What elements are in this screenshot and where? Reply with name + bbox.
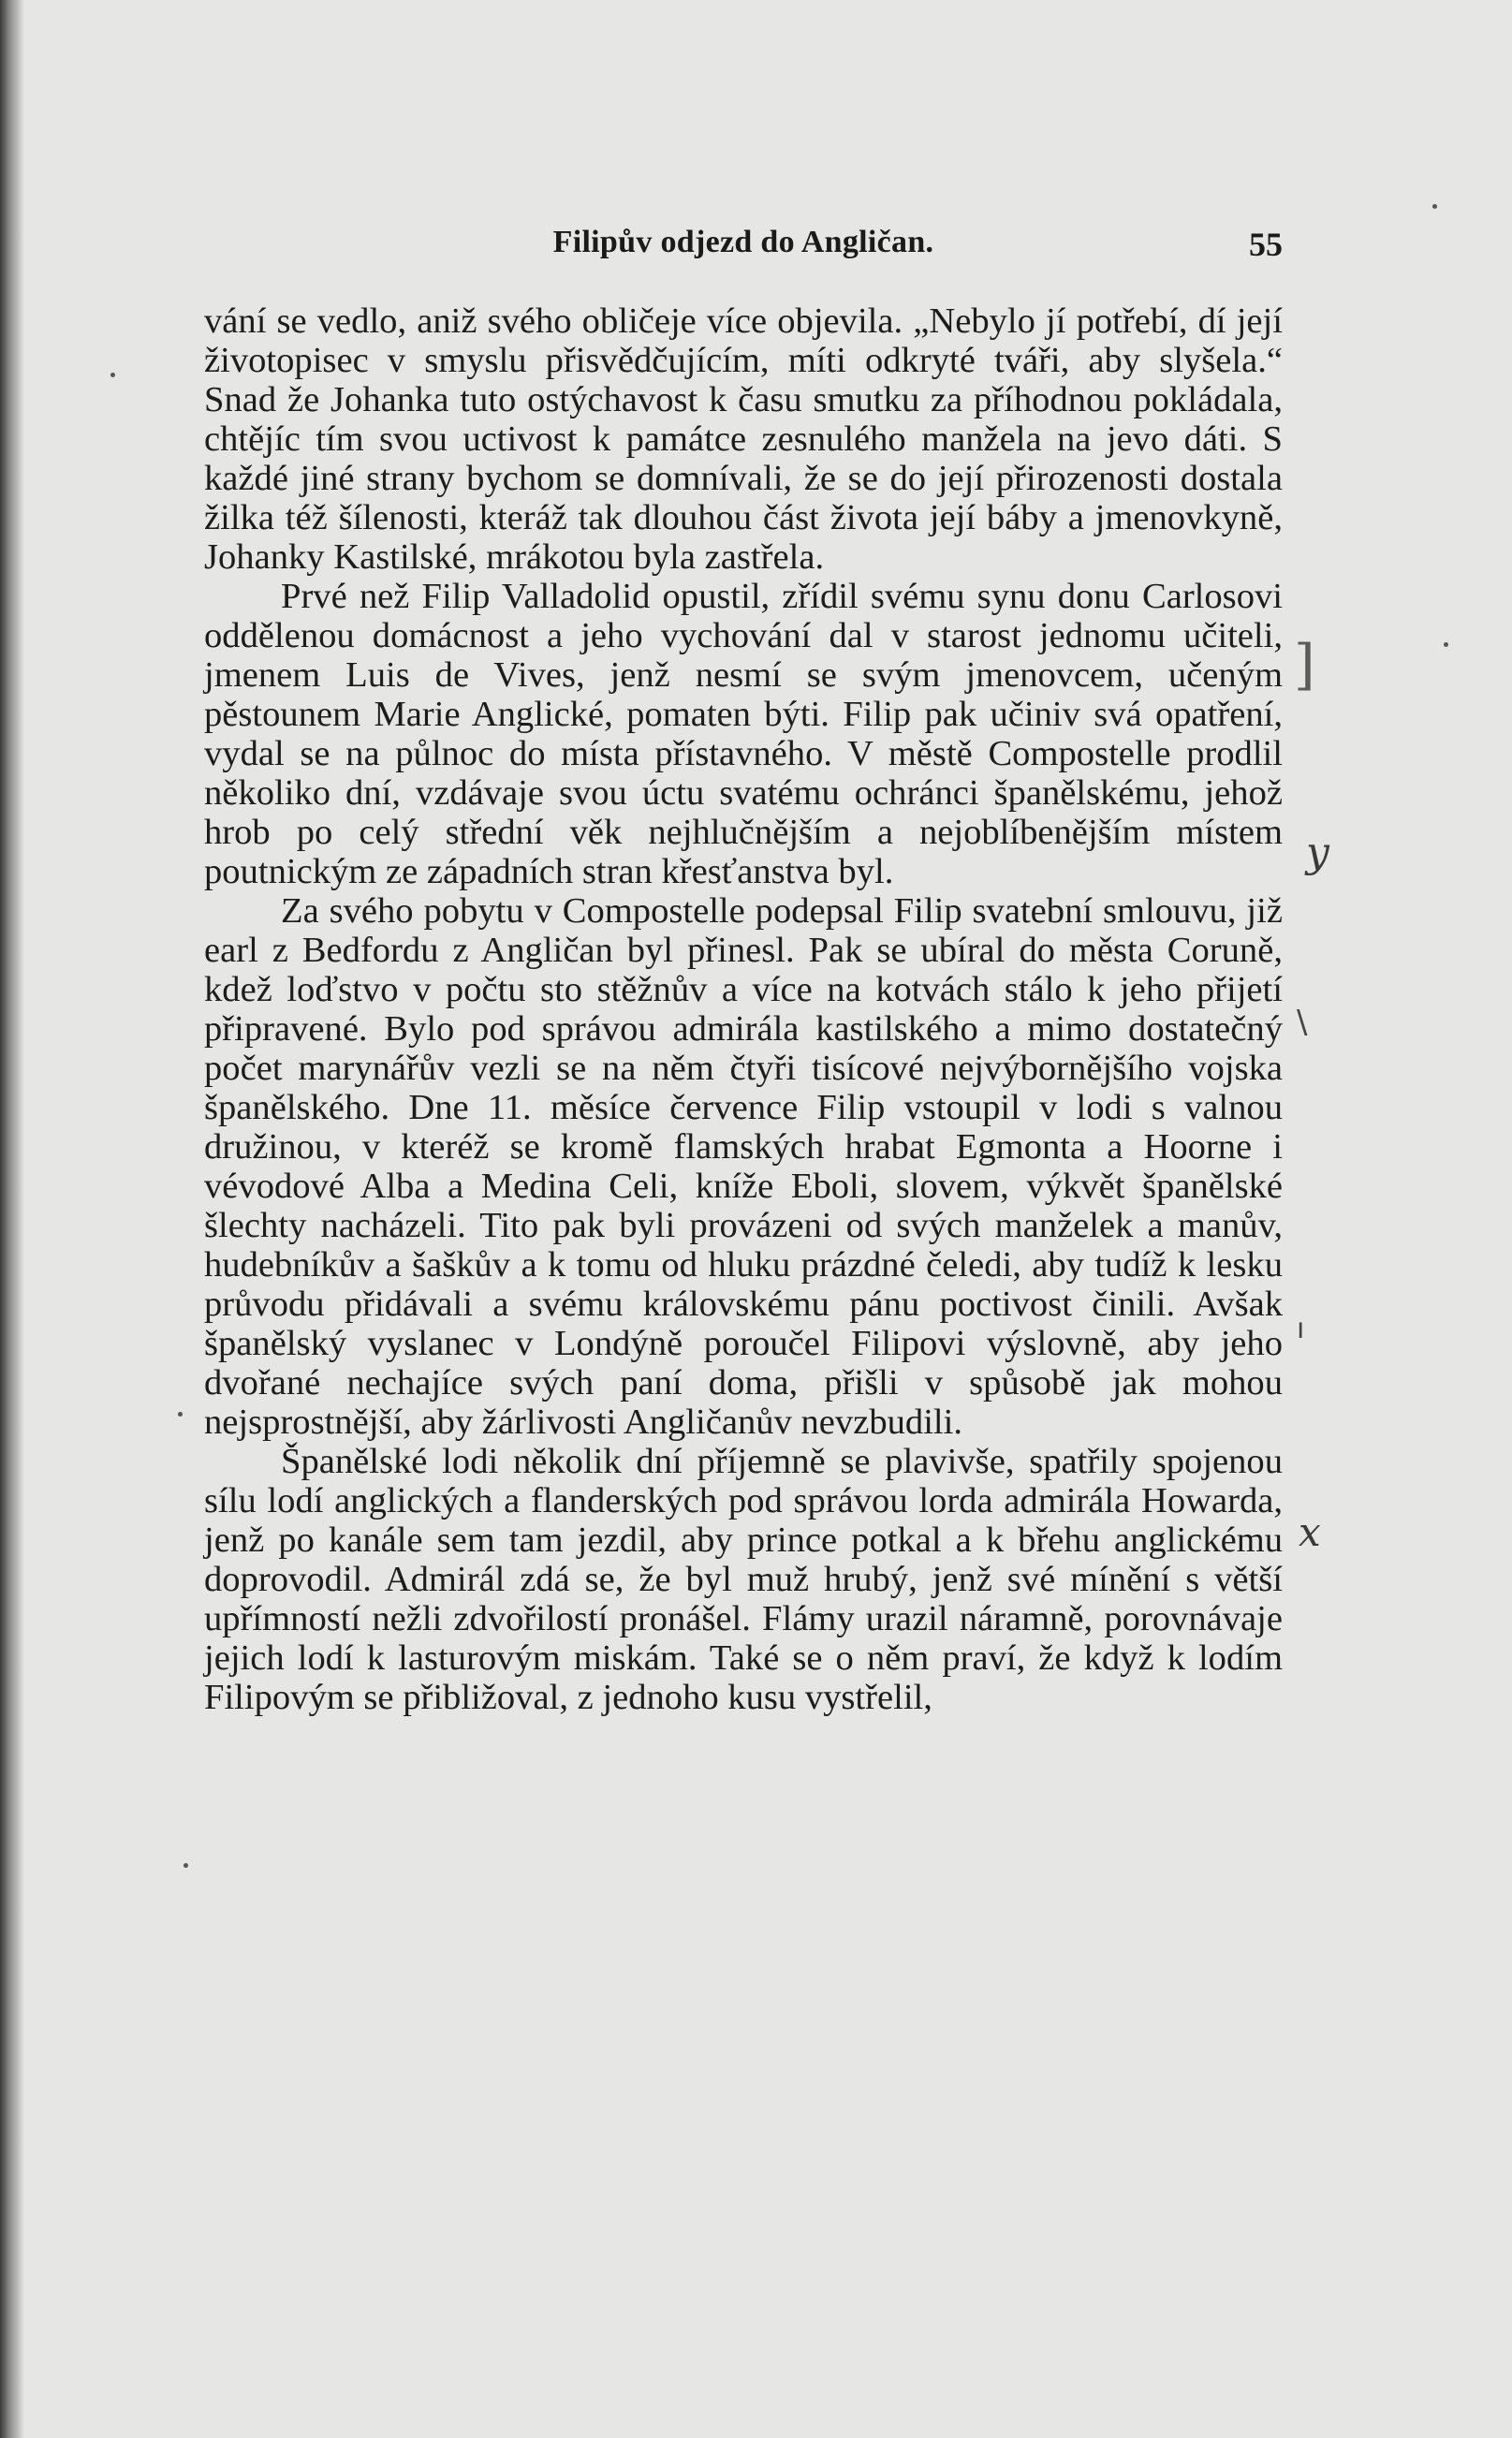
speck: [110, 373, 115, 377]
body-text: [204, 301, 1283, 1717]
margin-tick-mark-2: ı: [1297, 1313, 1305, 1345]
paragraph: Španělské lodi několik dní příjemně se plavivše, spatřily spojenou sílu lodí anglických a flanderských pod správou lorda admirála Howarda, jenž po kanále sem tam jezdil, aby prince potkal a k břehu anglickému doprovodil. Admirál zdá se, že byl muž hrubý, jenž své mínění s větší upřímností nežli zdvořilostí pronášel. Flámy urazil náramně, porovnávaje jejich lodí k lasturovým miskám. Také se o něm praví, že když k lodím Filipovým se přibližoval, z jednoho kusu vystřelil,: [204, 1442, 1283, 1717]
paragraph: Prvé než Filip Valladolid opustil, zřídil svému synu donu Carlosovi oddělenou domácnost a jeho vychování dal v starost jednomu učiteli, jmenem Luis de Vives, jenž nesmí se svým jmenovcem, učeným pěstounem Marie Anglické, pomaten býti. Filip pak učiniv svá opatření, vydal se na půlnoc do místa přístavného. V městě Compostelle prodlil několiko dní, vzdávaje svou úctu svatému ochránci španělskému, jehož hrob po celý střední věk nejhlučnějším a nejoblíbenějším místem poutnickým ze západních stran křesťanstva byl.: [204, 577, 1283, 891]
paragraph: Za svého pobytu v Compostelle podepsal Filip svatební smlouvu, již earl z Bedfordu z Angličan byl přinesl. Pak se ubíral do města Coruně, kdež loďstvo v počtu sto stěžnův a více na kotvách stálo k jeho přijetí připravené. Bylo pod správou admirála kastilského a mimo dostatečný počet marynářův vezli se na něm čtyři tisícové nejvýbornějšího vojska španělského. Dne 11. měsíce července Filip vstoupil v lodi s valnou družinou, v kteréž se kromě flamských hrabat Egmonta a Hoorne i vévodové Alba a Medina Celi, kníže Eboli, slovem, výkvět španělské šlechty nacházeli. Tito pak byli provázeni od svých manželek a manův, hudebníkův a šaškův a k tomu od hluku prázdné čeledi, aby tudíž k lesku průvodu přidávali a svému královskému pánu poctivost činili. Avšak španělský vyslanec v Londýně poroučel Filipovi výslovně, aby jeho dvořané nechajíce svých paní doma, přišli v spůsobě jak mohou nejsprostnější, aby žárlivosti Angličanův nevzbudili.: [204, 891, 1283, 1442]
speck: [1432, 204, 1437, 209]
paragraph-continued: vání se vedlo, aniž svého obličeje více objevila. „Nebylo jí potřebí, dí její životopisec v smyslu přisvědčujícím, míti odkryté tváři, aby slyšela.“ Snad že Johanka tuto ostýchavost k času smutku za příhodnou pokládala, chtějíc tím svou uctivost k památce zesnulého manžela na jevo dáti. S každé jiné strany bychom se domnívali, že se do její přirozenosti dostala žilka též šílenosti, kteráž tak dlouhou část života její báby a jmenovkyně, Johanky Kastilské, mrákotou byla zastřela.: [204, 301, 1283, 577]
margin-y-mark: y: [1306, 829, 1329, 876]
margin-x-mark: x: [1299, 1509, 1321, 1555]
binding-shadow: [0, 0, 24, 2438]
page-number: 55: [1249, 226, 1283, 263]
page-header: [204, 225, 1283, 272]
running-title: Filipův odjezd do Angličan.: [552, 225, 934, 259]
speck: [183, 1863, 188, 1868]
margin-bracket-mark: ]: [1294, 633, 1315, 697]
speck: [1444, 642, 1448, 647]
margin-tick-mark: \: [1297, 1004, 1308, 1041]
speck: [178, 1412, 183, 1417]
